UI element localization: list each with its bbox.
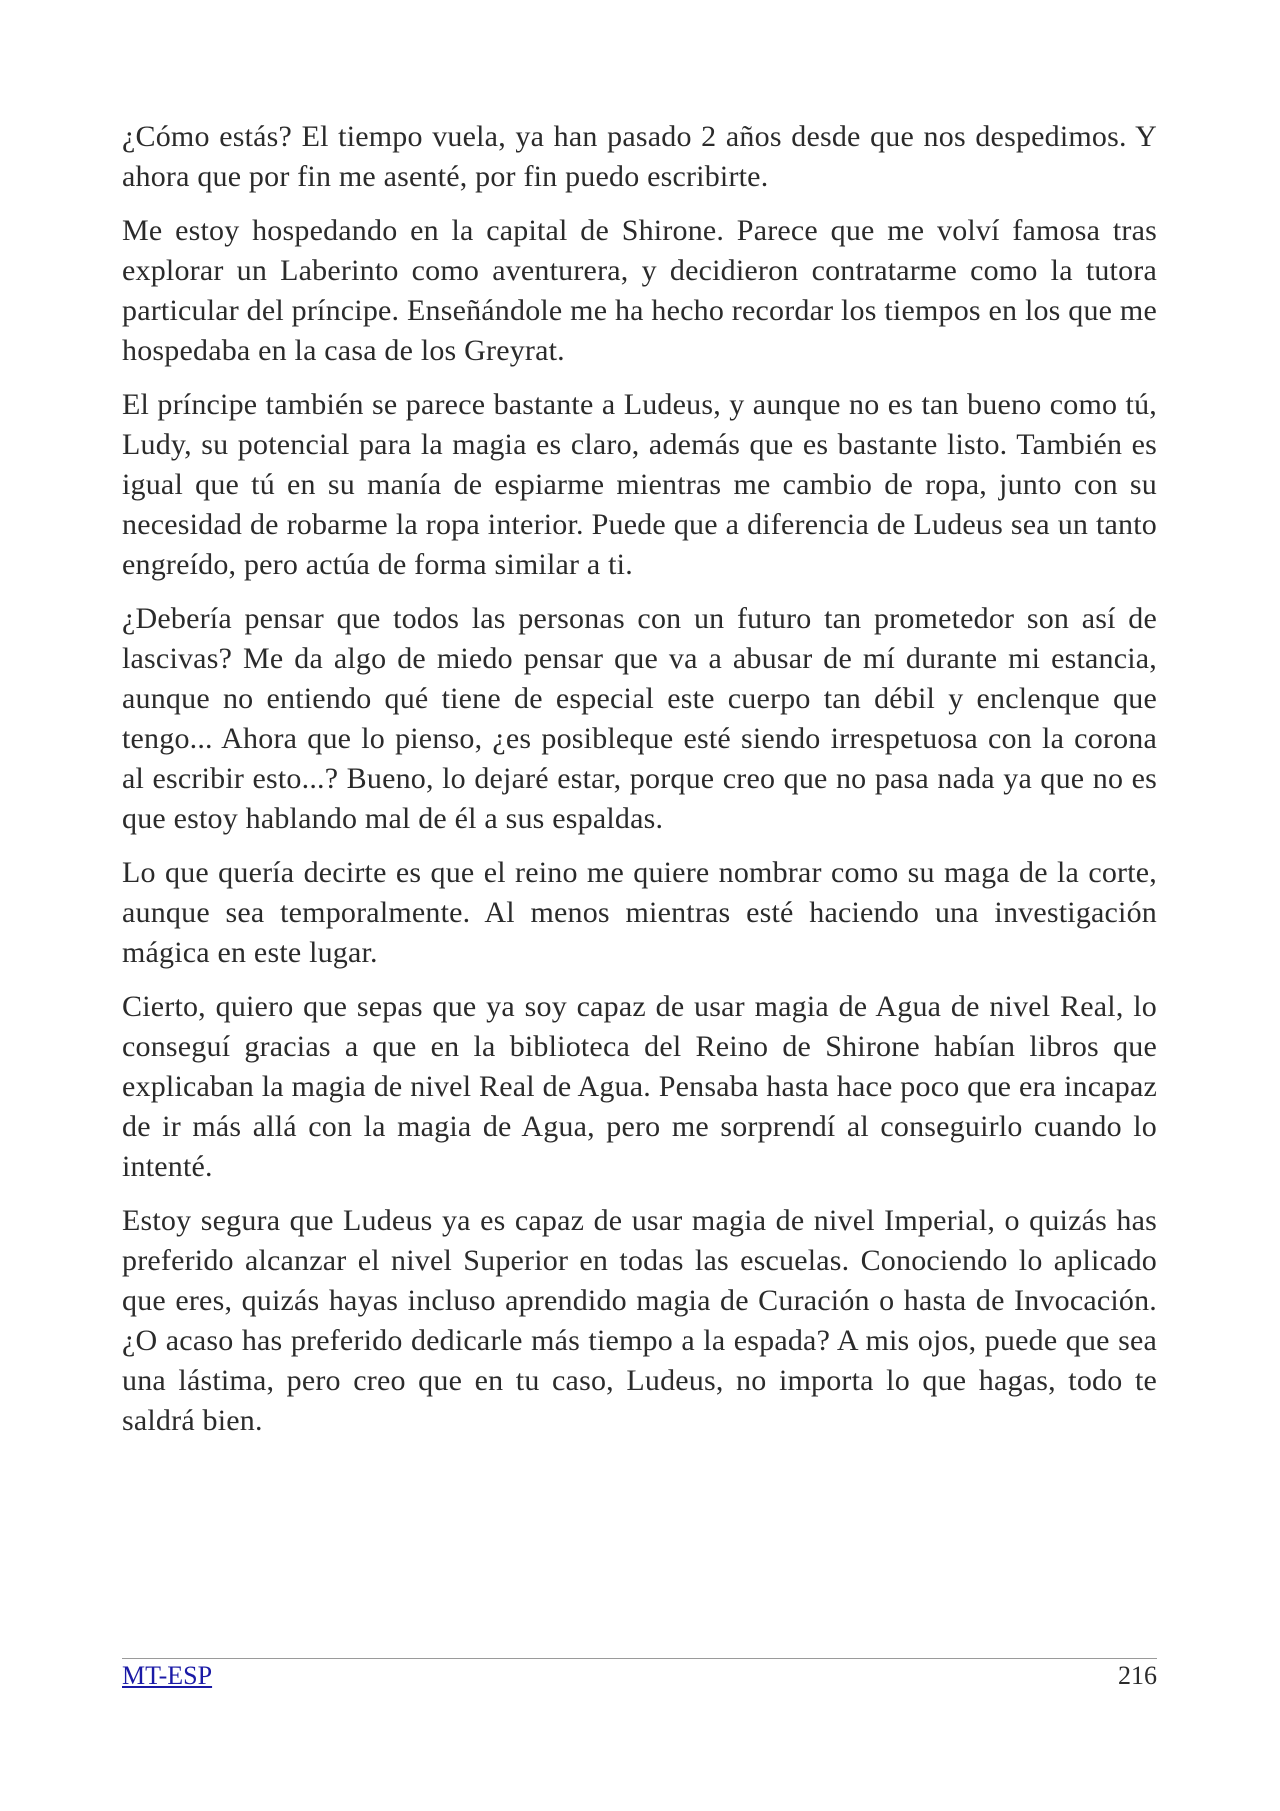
footer-source-link[interactable]: MT-ESP <box>122 1661 213 1690</box>
paragraph: Estoy segura que Ludeus ya es capaz de usar magia de nivel Imperial, o quizás has preferido alcanzar el nivel Superior en todas las escuelas. Conociendo lo aplicado que eres, quizás hayas incluso aprendido magia de Curación o hasta de Invocación. ¿O acaso has preferido dedicarle más tiempo a la espada? A mis ojos, puede que sea una lástima, pero creo que en tu caso, Ludeus, no importa lo que hagas, todo te saldrá bien. <box>122 1204 1157 1437</box>
page-footer <box>122 1660 1157 1692</box>
paragraph: Cierto, quiero que sepas que ya soy capaz de usar magia de Agua de nivel Real, lo conseguí gracias a que en la biblioteca del Reino de Shirone habían libros que explicaban la magia de nivel Real de Agua. Pensaba hasta hace poco que era incapaz de ir más allá con la magia de Agua, pero me sorprendí al conseguirlo cuando lo intenté. <box>122 990 1157 1183</box>
footer-divider <box>122 1658 1157 1659</box>
paragraph: Me estoy hospedando en la capital de Shirone. Parece que me volví famosa tras explorar un Laberinto como aventurera, y decidieron contratarme como la tutora particular del príncipe. Enseñándole me ha hecho recordar los tiempos en los que me hospedaba en la casa de los Greyrat. <box>122 214 1157 367</box>
letter-body <box>122 117 1157 1455</box>
paragraph: ¿Cómo estás? El tiempo vuela, ya han pasado 2 años desde que nos despedimos. Y ahora que por fin me asenté, por fin puedo escribirte. <box>122 120 1157 193</box>
paragraph: ¿Debería pensar que todos las personas con un futuro tan prometedor son así de lascivas? Me da algo de miedo pensar que va a abusar de mí durante mi estancia, aunque no entiendo qué tiene de especial este cuerpo tan débil y enclenque que tengo... Ahora que lo pienso, ¿es posibleque esté siendo irrespetuosa con la corona al escribir esto...? Bueno, lo dejaré estar, porque creo que no pasa nada ya que no es que estoy hablando mal de él a sus espaldas. <box>122 602 1157 835</box>
page-number: 216 <box>1118 1661 1157 1690</box>
paragraph: El príncipe también se parece bastante a Ludeus, y aunque no es tan bueno como tú, Ludy, su potencial para la magia es claro, además que es bastante listo. También es igual que tú en su manía de espiarme mientras me cambio de ropa, junto con su necesidad de robarme la ropa interior. Puede que a diferencia de Ludeus sea un tanto engreído, pero actúa de forma similar a ti. <box>122 388 1157 581</box>
paragraph: Lo que quería decirte es que el reino me quiere nombrar como su maga de la corte, aunque sea temporalmente. Al menos mientras esté haciendo una investigación mágica en este lugar. <box>122 856 1157 969</box>
